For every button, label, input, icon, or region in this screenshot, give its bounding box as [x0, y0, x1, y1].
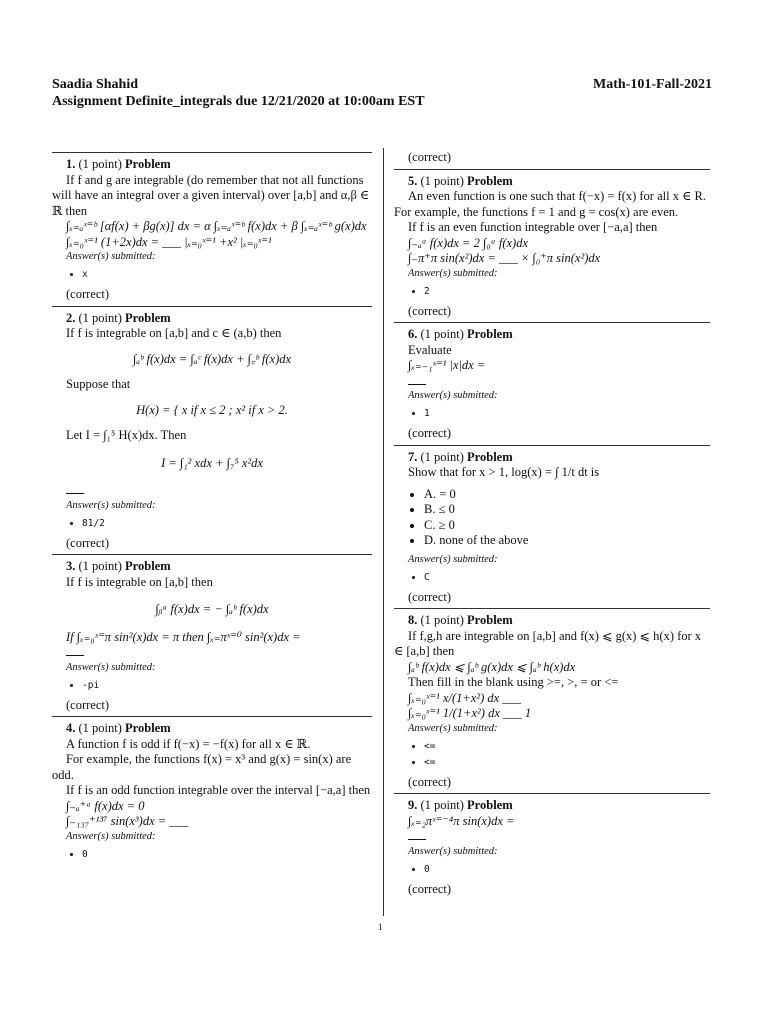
status-correct: (correct)	[66, 697, 110, 712]
problem-text: If f is integrable on [a,b] and c ∈ (a,b) then	[66, 326, 282, 340]
submitted-answer: • 0	[424, 862, 710, 878]
problem-formula: ∫ₓ₌₋₁ˣ⁼¹ |x|dx =	[408, 358, 486, 372]
problem-4	[52, 721, 372, 863]
problem-title: 9. (1 point) Problem	[408, 798, 513, 812]
answers-submitted-label: Answer(s) submitted:	[408, 845, 498, 857]
answer-list	[424, 862, 710, 878]
problem-title: 4. (1 point) Problem	[66, 721, 171, 735]
problem-formula: ∫ₐᵇ f(x)dx = ∫ₐᶜ f(x)dx + ∫꜀ᵇ f(x)dx	[132, 351, 292, 366]
answer-blank	[408, 374, 426, 385]
status-correct: (correct)	[408, 303, 452, 318]
answers-submitted-label: Answer(s) submitted:	[408, 722, 498, 734]
problem-text: If f and g are integrable (do remember that not all functions will have an integral over a given interval) over [a,b] and α,β ∈ ℝ then	[52, 172, 370, 218]
answer-blank	[66, 645, 84, 656]
problem-2	[52, 311, 372, 552]
problem-title: 6. (1 point) Problem	[408, 327, 513, 341]
problem-divider	[52, 716, 372, 717]
answer-list	[424, 284, 710, 300]
problem-text: If f is an odd function integrable over the interval [−a,a] then	[66, 783, 371, 797]
answer-blank	[66, 483, 84, 494]
assignment-title: Assignment Definite_integrals due 12/21/2020 at 10:00am EST	[52, 94, 425, 109]
problem-divider	[52, 554, 372, 555]
problem-formula: ∫ₓ₌₀ˣ⁼¹ 1/(1+x²) dx ___ 1	[408, 706, 532, 720]
choice-option: • C. ≥ 0	[424, 518, 710, 534]
answers-submitted-label: Answer(s) submitted:	[66, 830, 156, 842]
answer-list	[424, 406, 710, 422]
problem-formula: ∫₋π⁺π sin(x²)dx = ___ × ∫₀⁺π sin(x²)dx	[408, 251, 601, 265]
status-correct: (correct)	[408, 426, 452, 440]
problem-text: Let I = ∫₁⁵ H(x)dx. Then	[66, 428, 187, 442]
answers-submitted-label: Answer(s) submitted:	[66, 251, 156, 262]
status-correct: (correct)	[408, 881, 452, 896]
submitted-answer: • -pi	[82, 678, 372, 694]
answers-submitted-label: Answer(s) submitted:	[66, 499, 156, 511]
problem-formula: ∫ᵦᵃ f(x)dx = − ∫ₐᵇ f(x)dx	[155, 602, 269, 616]
right-column	[394, 150, 710, 900]
problem-text: A function f is odd if f(−x) = −f(x) for all x ∈ ℝ.	[66, 736, 311, 751]
problem-9	[394, 798, 710, 897]
problem-text: If f is integrable on [a,b] then	[66, 574, 213, 589]
problem-title: 1. (1 point) Problem	[66, 157, 171, 171]
problem-divider	[52, 152, 372, 153]
submitted-answer: • <=	[424, 755, 710, 771]
status-correct: (correct)	[408, 589, 452, 604]
column-divider	[383, 148, 384, 916]
problem-formula: ∫ₐᵇ f(x)dx ⩽ ∫ₐᵇ g(x)dx ⩽ ∫ₐᵇ h(x)dx	[408, 659, 576, 674]
status-correct: (correct)	[66, 287, 110, 301]
choice-option: • B. ≤ 0	[424, 502, 710, 518]
problem-7	[394, 450, 710, 606]
page-header	[52, 76, 712, 110]
submitted-answer: • 0	[82, 847, 372, 863]
problem-text: For example, the functions f(x) = x³ and g(x) = sin(x) are odd.	[52, 752, 352, 782]
problem-title: 8. (1 point) Problem	[408, 613, 513, 627]
submitted-answer: • 2	[424, 284, 710, 300]
problem-title: 2. (1 point) Problem	[66, 310, 171, 325]
problem-formula: ∫ₓ₌₂πˣ⁼⁻⁴π sin(x)dx =	[408, 813, 515, 828]
choice-option: • D. none of the above	[424, 533, 710, 549]
submitted-answer: • 81/2	[82, 516, 372, 532]
problem-formula: H(x) = { x if x ≤ 2 ; x² if x > 2.	[136, 402, 288, 417]
answer-list	[82, 847, 372, 863]
problem-formula: If ∫ₓ₌₀ˣ⁼π sin²(x)dx = π then ∫ₓ₌πˣ⁼⁰ sin²(x)dx =	[66, 629, 301, 644]
problem-formula: ∫₋ₐ⁺ᵃ f(x)dx = 0	[66, 798, 145, 813]
problem-divider	[394, 445, 710, 446]
problem-8	[394, 613, 710, 790]
status-correct: (correct)	[408, 150, 452, 164]
answers-submitted-label: Answer(s) submitted:	[408, 267, 498, 279]
problem-divider	[52, 306, 372, 307]
answer-blank	[408, 829, 426, 840]
problem-text: If f,g,h are integrable on [a,b] and f(x) ⩽ g(x) ⩽ h(x) for x ∈ [a,b] then	[394, 628, 702, 658]
problem-1	[52, 157, 372, 303]
problem-divider	[394, 793, 710, 794]
problem-title: 7. (1 point) Problem	[408, 449, 513, 464]
problem-text: Show that for x > 1, log(x) = ∫ 1/t dt is	[408, 465, 600, 479]
page-number: 1	[378, 922, 383, 932]
problem-formula: ∫ₓ₌ₐˣ⁼ᵇ [αf(x) + βg(x)] dx = α ∫ₓ₌ₐˣ⁼ᵇ f(x)dx + β ∫ₓ₌ₐˣ⁼ᵇ g(x)dx	[66, 219, 367, 233]
left-column	[52, 150, 372, 867]
problem-5	[394, 174, 710, 320]
course-name: Math-101-Fall-2021	[593, 77, 712, 92]
submitted-answer: • C	[424, 570, 710, 586]
problem-text: If f is an even function integrable over [−a,a] then	[408, 220, 658, 234]
author-name: Saadia Shahid	[52, 77, 138, 92]
problem-text: Then fill in the blank using >=, >, = or <=	[408, 675, 619, 689]
answer-list	[424, 570, 710, 586]
problem-title: 3. (1 point) Problem	[66, 559, 171, 573]
problem-formula: ∫ₓ₌₀ˣ⁼¹ (1+2x)dx = ___ |ₓ₌₀ˣ⁼¹ +x² |ₓ₌₀ˣ⁼¹	[66, 234, 272, 249]
answer-list	[424, 739, 710, 771]
problem-title: 5. (1 point) Problem	[408, 173, 513, 188]
problem-formula: I = ∫₁² xdx + ∫₇⁵ x²dx	[161, 455, 263, 470]
answer-list	[82, 678, 372, 694]
problem-text: Evaluate	[408, 342, 452, 357]
problem-formula: ∫₋₁₃₇⁺¹³⁷ sin(x³)dx = ___	[66, 814, 189, 828]
problem-3	[52, 559, 372, 713]
answers-submitted-label: Answer(s) submitted:	[66, 661, 156, 673]
answers-submitted-label: Answer(s) submitted:	[408, 553, 498, 565]
submitted-answer: • <=	[424, 739, 710, 755]
problem-text: An even function is one such that f(−x) = f(x) for all x ∈ R. For example, the functions f = 1 and g = cos(x) are even.	[394, 189, 706, 219]
submitted-answer: • x	[82, 267, 372, 283]
status-correct: (correct)	[66, 535, 110, 550]
status-correct: (correct)	[408, 774, 452, 789]
problem-text: Suppose that	[66, 377, 131, 391]
problem-formula: ∫ₓ₌₀ˣ⁼¹ x/(1+x²) dx ___	[408, 690, 522, 705]
answers-submitted-label: Answer(s) submitted:	[408, 390, 498, 401]
problem-divider	[394, 169, 710, 170]
problem-6	[394, 327, 710, 442]
submitted-answer: • 1	[424, 406, 710, 422]
choice-option: • A. = 0	[424, 487, 710, 503]
choice-list	[424, 487, 710, 549]
problem-divider	[394, 322, 710, 323]
answer-list	[82, 267, 372, 283]
problem-divider	[394, 608, 710, 609]
answer-list	[82, 516, 372, 532]
problem-formula: ∫₋ₐᵃ f(x)dx = 2 ∫₀ᵃ f(x)dx	[408, 235, 529, 250]
